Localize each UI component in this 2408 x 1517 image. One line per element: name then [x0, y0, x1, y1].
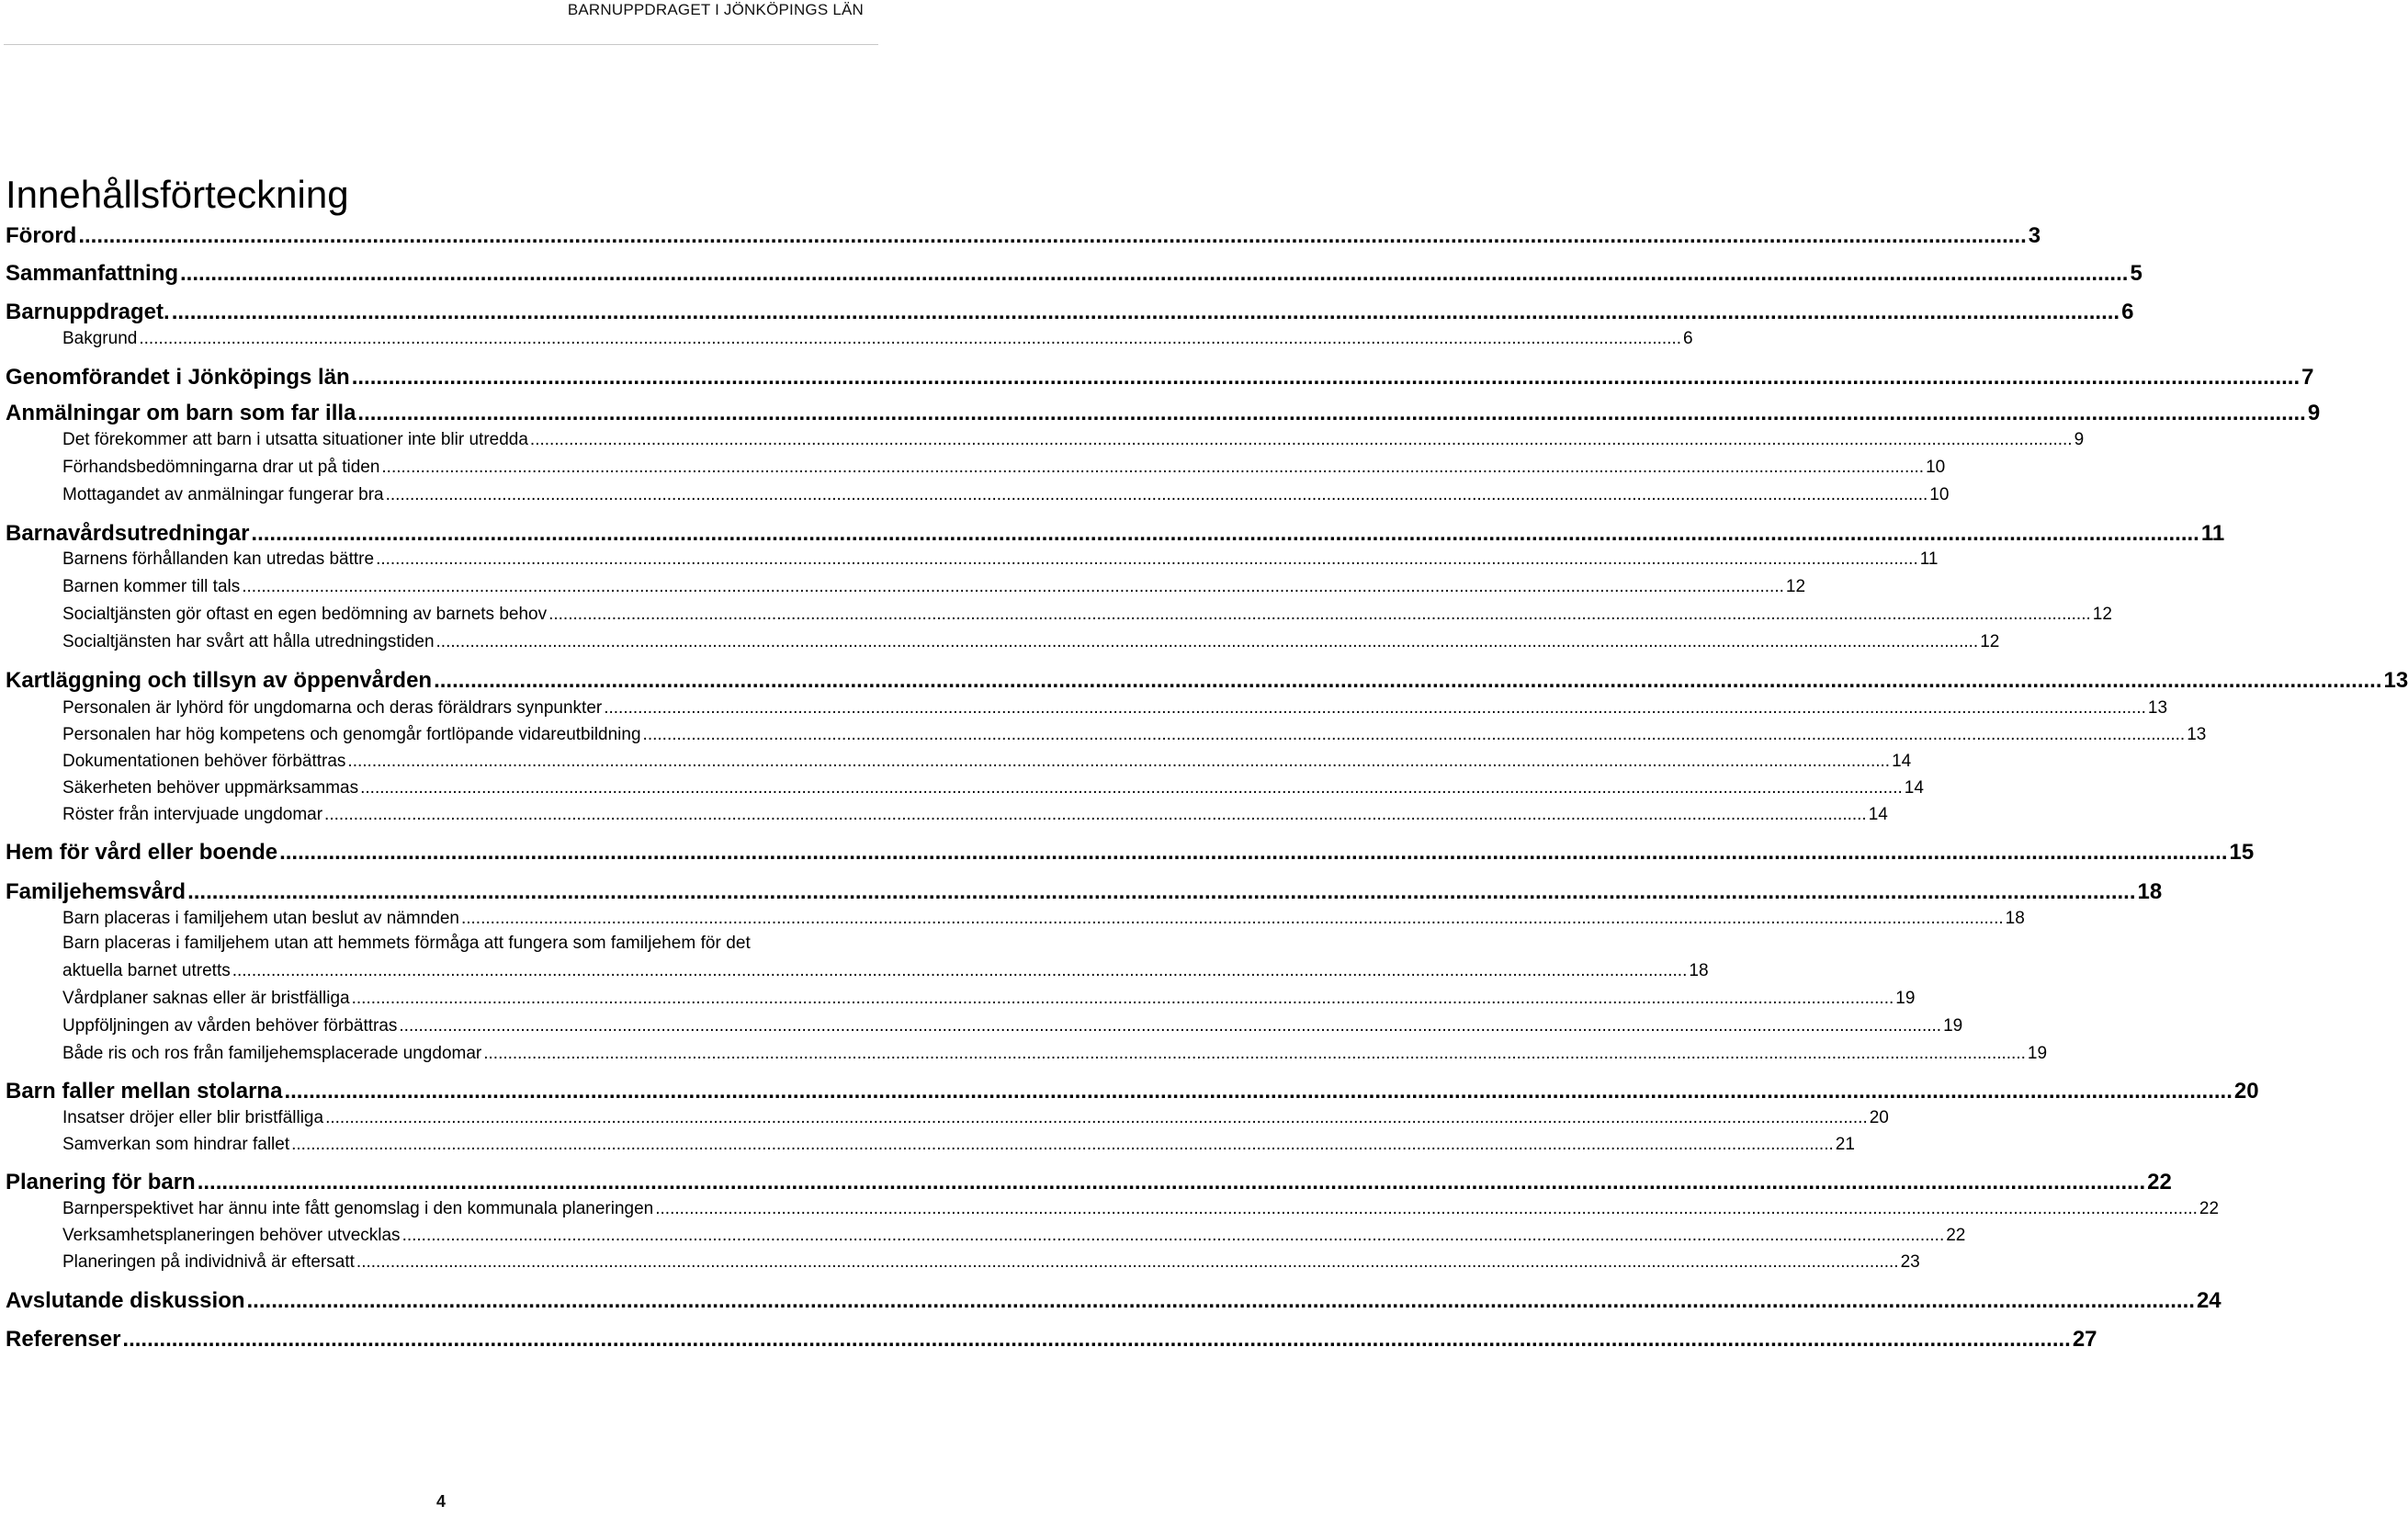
toc-entry-label: Barnavårdsutredningar	[6, 521, 250, 546]
toc-entry-section[interactable]	[62, 430, 2085, 450]
toc-entry-section[interactable]	[62, 1199, 2220, 1219]
toc-entry-page: 10	[1926, 458, 1946, 477]
toc-entry-section[interactable]	[62, 909, 2025, 929]
toc-entry-page: 19	[2027, 1044, 2048, 1063]
toc-entry-chapter[interactable]	[6, 261, 2142, 287]
toc-entry-label: Det förekommer att barn i utsatta situationer inte blir utredda	[62, 430, 528, 449]
toc-entry-label: aktuella barnet utretts	[62, 961, 231, 980]
toc-dot-leader	[291, 1135, 1834, 1155]
toc-entry-label: Förhandsbedömningarna drar ut på tiden	[62, 458, 380, 477]
toc-entry-label: Familjehemsvård	[6, 879, 187, 904]
toc-entry-label: Sammanfattning	[6, 261, 179, 286]
toc-entry-page: 6	[1683, 329, 1693, 348]
toc-entry-page: 19	[1895, 989, 1916, 1008]
toc-entry-section[interactable]	[62, 805, 1888, 825]
toc-entry-label: Referenser	[6, 1327, 121, 1352]
toc-dot-leader: ............................................................................................................................................................................................................................................................................................................	[232, 961, 1688, 980]
toc-entry-label: Socialtjänsten har svårt att hålla utredningstiden	[62, 632, 435, 651]
toc-entry-label: Planeringen på individnivå är eftersatt	[62, 1252, 355, 1272]
toc-dot-leader	[402, 1226, 1945, 1246]
toc-entry-label: Socialtjänsten gör oftast en egen bedömning av barnets behov	[62, 605, 548, 624]
toc-dot-leader	[356, 1252, 1899, 1273]
toc-entry-label: Mottagandet av anmälningar fungerar bra	[62, 485, 384, 504]
toc-entry-chapter[interactable]	[6, 401, 2321, 426]
toc-dot-leader	[352, 989, 1894, 1009]
toc-dot-leader	[172, 300, 2120, 325]
toc-entry-page: 5	[2130, 261, 2142, 286]
toc-entry-label: Planering för barn	[6, 1170, 196, 1194]
toc-entry-page: 23	[1900, 1252, 1920, 1272]
toc-entry-chapter[interactable]	[6, 1327, 2097, 1353]
toc-dot-leader	[180, 261, 2128, 287]
toc-entry-chapter[interactable]	[6, 300, 2134, 325]
toc-entry-section[interactable]	[62, 632, 2000, 652]
toc-dot-leader	[643, 725, 2186, 745]
toc-dot-leader	[386, 485, 1928, 505]
toc-dot-leader	[352, 365, 2300, 391]
toc-entry-section[interactable]	[62, 549, 1939, 570]
toc-dot-leader	[381, 458, 1924, 478]
toc-entry-label: Barn placeras i familjehem utan beslut av nämnden	[62, 909, 459, 928]
toc-entry-page: 3	[2028, 223, 2041, 248]
toc-entry-page: 10	[1929, 485, 1950, 504]
toc-dot-leader	[78, 223, 2026, 249]
toc-entry-label: Röster från intervjuade ungdomar	[62, 805, 323, 824]
toc-entry-label: Personalen har hög kompetens och genomgår fortlöpande vidareutbildning	[62, 725, 641, 744]
toc-dot-leader	[279, 840, 2227, 866]
toc-entry-section[interactable]	[62, 1252, 1920, 1273]
page-number: 4	[435, 1492, 446, 1511]
toc-entry-label: Personalen är lyhörd för ungdomarna och deras föräldrars synpunkter	[62, 698, 603, 718]
toc-entry-page: 13	[2187, 725, 2207, 744]
toc-entry-chapter[interactable]	[6, 668, 2408, 694]
toc-entry-section[interactable]	[62, 698, 2168, 719]
toc-entry-page: 21	[1835, 1135, 1855, 1154]
toc-entry-label: Barn faller mellan stolarna	[6, 1079, 283, 1104]
toc-dot-leader	[483, 1044, 2026, 1064]
toc-dot-leader	[325, 1108, 1868, 1128]
toc-dot-leader	[530, 430, 2073, 450]
toc-entry-page: 7	[2301, 365, 2314, 390]
toc-dot-leader	[284, 1079, 2232, 1104]
toc-entry-label: Verksamhetsplaneringen behöver utvecklas	[62, 1226, 401, 1245]
toc-dot-leader	[399, 1016, 1941, 1036]
toc-entry-label: Säkerheten behöver uppmärksammas	[62, 778, 359, 798]
toc-dot-leader	[461, 909, 2004, 929]
toc-entry-page: 14	[1904, 778, 1924, 798]
toc-entry-chapter[interactable]	[6, 365, 2314, 391]
toc-entry-label: Barnen kommer till tals	[62, 577, 241, 596]
toc-entry-chapter[interactable]	[6, 1170, 2172, 1195]
toc-entry-chapter[interactable]	[6, 1079, 2259, 1104]
toc-dot-leader	[376, 549, 1918, 570]
toc-entry-label: Vårdplaner saknas eller är bristfälliga	[62, 989, 350, 1008]
toc-entry-section[interactable]	[62, 458, 1946, 478]
toc-entry-page: 22	[2147, 1170, 2172, 1194]
toc-entry-label: Barnperspektivet har ännu inte fått genomslag i den kommunala planeringen	[62, 1199, 654, 1218]
toc-dot-leader	[357, 401, 2305, 426]
toc-dot-leader	[139, 329, 1681, 349]
running-header-title: BARNUPPDRAGET I JÖNKÖPINGS LÄN	[567, 1, 864, 18]
toc-dot-leader	[655, 1199, 2198, 1219]
toc-entry-chapter[interactable]	[6, 879, 2163, 905]
toc-entry-label: Avslutande diskussion	[6, 1288, 245, 1313]
toc-dot-leader	[604, 698, 2146, 719]
toc-dot-leader	[242, 577, 1784, 597]
header-divider	[4, 44, 878, 45]
toc-dot-leader	[251, 521, 2199, 547]
toc-entry-label: Dokumentationen behöver förbättras	[62, 752, 346, 771]
toc-entry-section[interactable]	[62, 1108, 1889, 1128]
toc-entry-page: 22	[1946, 1226, 1966, 1245]
toc-entry[interactable]	[62, 934, 1709, 981]
toc-dot-leader	[198, 1170, 2145, 1195]
toc-entry-label: Hem för vård eller boende	[6, 840, 278, 865]
toc-entry-page: 20	[1869, 1108, 1889, 1127]
toc-entry-page: 12	[2092, 605, 2112, 624]
toc-entry-section[interactable]	[62, 725, 2207, 745]
toc-entry-page: 9	[2074, 430, 2085, 449]
toc-entry-page: 13	[2147, 698, 2168, 718]
toc-entry-label: Förord	[6, 223, 77, 248]
toc-entry-section[interactable]	[62, 1226, 1966, 1246]
toc-entry-section[interactable]	[62, 1044, 2048, 1064]
toc-entry-label: Anmälningar om barn som far illa	[6, 401, 356, 425]
toc-entry-label: Genomförandet i Jönköpings län	[6, 365, 350, 390]
toc-entry-label: Bakgrund	[62, 329, 138, 348]
toc-entry-section[interactable]	[62, 329, 1693, 349]
toc-entry-page: 6	[2121, 300, 2134, 324]
toc-entry-label: Insatser dröjer eller blir bristfälliga	[62, 1108, 324, 1127]
toc-entry-chapter[interactable]	[6, 521, 2225, 547]
toc-entry-label: Barnuppdraget.	[6, 300, 170, 324]
toc-entry-section[interactable]	[62, 752, 1912, 772]
toc-dot-leader	[247, 1288, 2195, 1314]
toc-dot-leader	[436, 632, 1979, 652]
toc-entry-chapter[interactable]	[6, 223, 2041, 249]
page-header	[0, 0, 882, 44]
toc-dot-leader	[548, 605, 2091, 625]
toc-dot-leader	[324, 805, 1867, 825]
toc-entry-section[interactable]	[62, 485, 1950, 505]
toc-entry-section[interactable]	[62, 605, 2112, 625]
toc-entry-label-line1: Barn placeras i familjehem utan att hemmets förmåga att fungera som familjehem för det	[62, 934, 751, 953]
toc-entry-chapter[interactable]	[6, 1288, 2221, 1314]
toc-entry-page: 14	[1868, 805, 1888, 824]
toc-entry-label: Kartläggning och tillsyn av öppenvården	[6, 668, 433, 693]
toc-entry-page: 27	[2072, 1327, 2097, 1352]
toc-title: Innehållsförteckning	[6, 173, 349, 216]
toc-entry-page: 24	[2196, 1288, 2221, 1313]
toc-entry-page: 9	[2307, 401, 2321, 425]
toc-entry-chapter[interactable]	[6, 840, 2255, 866]
toc-entry-section[interactable]	[62, 577, 1806, 597]
toc-entry-section[interactable]	[62, 1016, 1963, 1036]
toc-dot-leader	[187, 879, 2135, 905]
toc-entry-page: 11	[2200, 521, 2225, 546]
toc-entry-page: 22	[2199, 1199, 2220, 1218]
toc-dot-leader	[122, 1327, 2070, 1353]
toc-entry-page: 19	[1943, 1016, 1963, 1036]
toc-dot-leader	[347, 752, 1890, 772]
toc-entry-page: 18	[2005, 909, 2025, 928]
toc-entry-page: 20	[2233, 1079, 2259, 1104]
toc-entry-label: Barnens förhållanden kan utredas bättre	[62, 549, 375, 569]
toc-entry-page: 13	[2383, 668, 2408, 693]
toc-dot-leader	[434, 668, 2381, 694]
toc-entry-page: 12	[1785, 577, 1806, 596]
toc-entry-section[interactable]	[62, 989, 1916, 1009]
toc-entry-page: 18	[1689, 961, 1709, 980]
toc-entry-page: 11	[1919, 549, 1939, 569]
toc-dot-leader	[360, 778, 1903, 798]
toc-entry-label: Samverkan som hindrar fallet	[62, 1135, 290, 1154]
toc-entry-section[interactable]	[62, 778, 1924, 798]
toc-entry-page: 14	[1892, 752, 1912, 771]
toc-entry-page: 15	[2229, 840, 2255, 865]
toc-entry-label: Både ris och ros från familjehemsplacerade ungdomar	[62, 1044, 482, 1063]
toc-entry-section[interactable]	[62, 1135, 1855, 1155]
toc-entry-label: Uppföljningen av vården behöver förbättras	[62, 1016, 398, 1036]
toc-entry-page: 12	[1980, 632, 2000, 651]
toc-entry-page: 18	[2137, 879, 2163, 904]
